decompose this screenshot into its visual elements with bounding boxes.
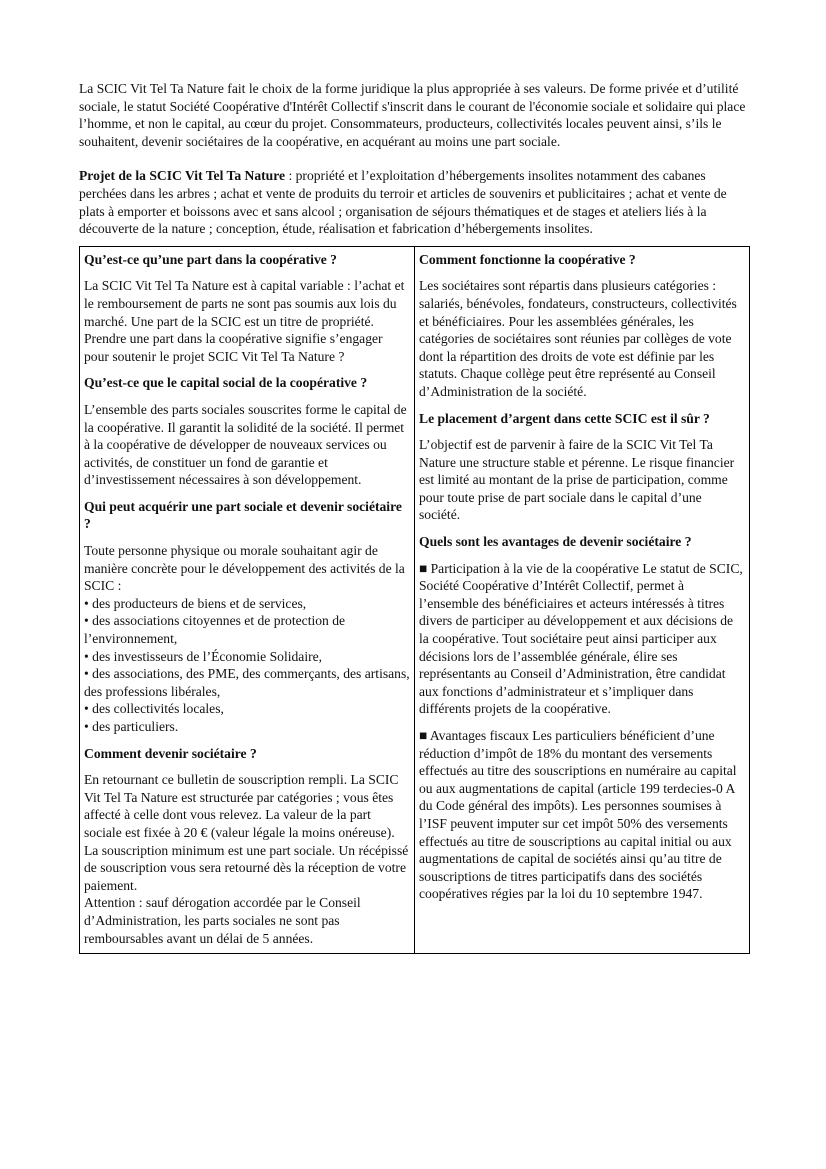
answer-advantages-tax: ■ Avantages fiscaux Les particuliers bénéficient d’une réduction d’impôt de 18% du montant des versements effectués au titre des souscriptions en numéraire au capital ou aux augmentations de capital (article 199 terdecies-0 A du Code général des impôts). Les personnes soumises à l’ISF peuvent imputer sur cet impôt 50% des versements effectués au titre de souscriptions au capital initial ou aux augmentations de capital de sociétés ainsi qu’au titre de souscriptions de titres participatifs dans des sociétés coopératives régies par la loi du 10 septembre 1947. bbox=[419, 728, 737, 902]
faq-left-column bbox=[80, 246, 415, 953]
project-label: Projet de la SCIC Vit Tel Ta Nature bbox=[79, 168, 286, 184]
faq-right-column bbox=[415, 246, 750, 953]
intro-paragraph: La SCIC Vit Tel Ta Nature fait le choix de la forme juridique la plus appropriée à ses valeurs. De forme privée et d’utilité sociale, le statut Société Coopérative d'Intérêt Collectif s'inscrit dans le courant de l'économie sociale et solidaire qui place l’homme, et non le capital, au cœur du projet. Consommateurs, producteurs, collectivités locales peuvent ainsi, s’ils le souhaitent, devenir sociétaires de la coopérative, en acquérant au moins une part sociale. bbox=[79, 81, 746, 149]
list-item: • des associations citoyennes et de protection de l’environnement, bbox=[84, 613, 346, 647]
faq-row bbox=[80, 246, 750, 953]
document-page bbox=[79, 80, 749, 954]
answer-advantages-participation: ■ Participation à la vie de la coopérative Le statut de SCIC, Société Coopérative d’Intérêt Collectif, permet à l’ensemble des bénéficiaires et acteurs intéressés à titres divers de participer au développement et aux décisions de la coopérative. Tout sociétaire peut ainsi participer aux décisions lors de l’assemblée générale, élire ses représentants au Conseil d’Administration, être candidat aux fonctions d’administrateur et s’impliquer dans différents projets de la coopérative. bbox=[419, 560, 743, 717]
answer-how-text: En retournant ce bulletin de souscription rempli. La SCIC Vit Tel Ta Nature est structurée par catégories ; vous êtes affecté à celle dont vous relevez. La valeur de la part sociale est fixée à 20 € (valeur légale la moins onéreuse). La souscription minimum est une part sociale. Un récépissé de souscription vous sera retourné dès la réception de votre paiement. bbox=[84, 772, 409, 893]
list-item: • des investisseurs de l’Économie Solidaire, bbox=[84, 648, 323, 664]
list-item: • des particuliers. bbox=[84, 719, 179, 734]
answer-who-intro: Toute personne physique ou morale souhaitant agir de manière concrète pour le développement des activités de la SCIC : bbox=[84, 543, 405, 594]
list-item: • des collectivités locales, bbox=[84, 701, 224, 717]
project-paragraph bbox=[79, 167, 749, 237]
list-item: • des producteurs de biens et de services, bbox=[84, 595, 307, 611]
list-item: • des associations, des PME, des commerçants, des artisans, des professions libérales, bbox=[84, 666, 410, 699]
question-share: Qu’est-ce qu’une part dans la coopérative ? bbox=[84, 251, 337, 267]
answer-safety: L’objectif est de parvenir à faire de la SCIC Vit Tel Ta Nature une structure stable et pérenne. Le risque financier est limité au montant de la prise de participation, comme pour toute prise de part sociale dans le capital d’une société. bbox=[419, 437, 735, 523]
answer-share: La SCIC Vit Tel Ta Nature est à capital variable : l’achat et le remboursement de parts ne sont pas soumis aux lois du marché. Une part de la SCIC est un titre de propriété. Prendre une part dans la coopérative signifie s’engager pour soutenir le projet SCIC Vit Tel Ta Nature ? bbox=[84, 278, 405, 364]
answer-how-note: Attention : sauf dérogation accordée par le Conseil d’Administration, les parts sociales ne sont pas remboursables avant un délai de 5 années. bbox=[84, 895, 361, 946]
question-capital: Qu’est-ce que le capital social de la coopérative ? bbox=[84, 375, 368, 391]
question-how-to-join: Comment devenir sociétaire ? bbox=[84, 745, 257, 761]
question-how-it-works: Comment fonctionne la coopérative ? bbox=[419, 251, 636, 267]
question-advantages: Quels sont les avantages de devenir sociétaire ? bbox=[419, 534, 692, 550]
answer-capital: L’ensemble des parts sociales souscrites forme le capital de la coopérative. Il garantit la solidité de la société. Il permet à la coopérative de développer de nouveaux services ou activités, de constituer un fond de garantie et d’investissement nécessaires à son développement. bbox=[84, 401, 407, 488]
question-who-can-join: Qui peut acquérir une part sociale et devenir sociétaire ? bbox=[84, 498, 402, 532]
question-safety: Le placement d’argent dans cette SCIC est il sûr ? bbox=[419, 410, 710, 426]
answer-how-it-works: Les sociétaires sont répartis dans plusieurs catégories : salariés, bénévoles, fondateurs, constructeurs, collectivités et bénéficiaires. Pour les assemblées générales, les catégories de sociétaires sont réunies par collèges de vote dont la répartition des droits de vote est définie par les statuts. Chaque collège peut être représenté au Conseil d’Administration de la société. bbox=[419, 278, 737, 399]
project-text: : propriété et l’exploitation d’hébergements insolites notamment des cabanes perchées dans les arbres ; achat et vente de produits du terroir et articles de souvenirs et publicitaires ; achat et vente de plats à emporter et boissons avec et sans alcool ; organisation de séjours thématiques et de stages et ateliers liés à la découverte de la nature ; conception, étude, réalisation et fabrication d’hébergements insolites. bbox=[79, 168, 727, 237]
answer-how-to-join bbox=[84, 771, 410, 947]
answer-who-can-join bbox=[84, 542, 410, 736]
faq-table bbox=[79, 246, 750, 954]
